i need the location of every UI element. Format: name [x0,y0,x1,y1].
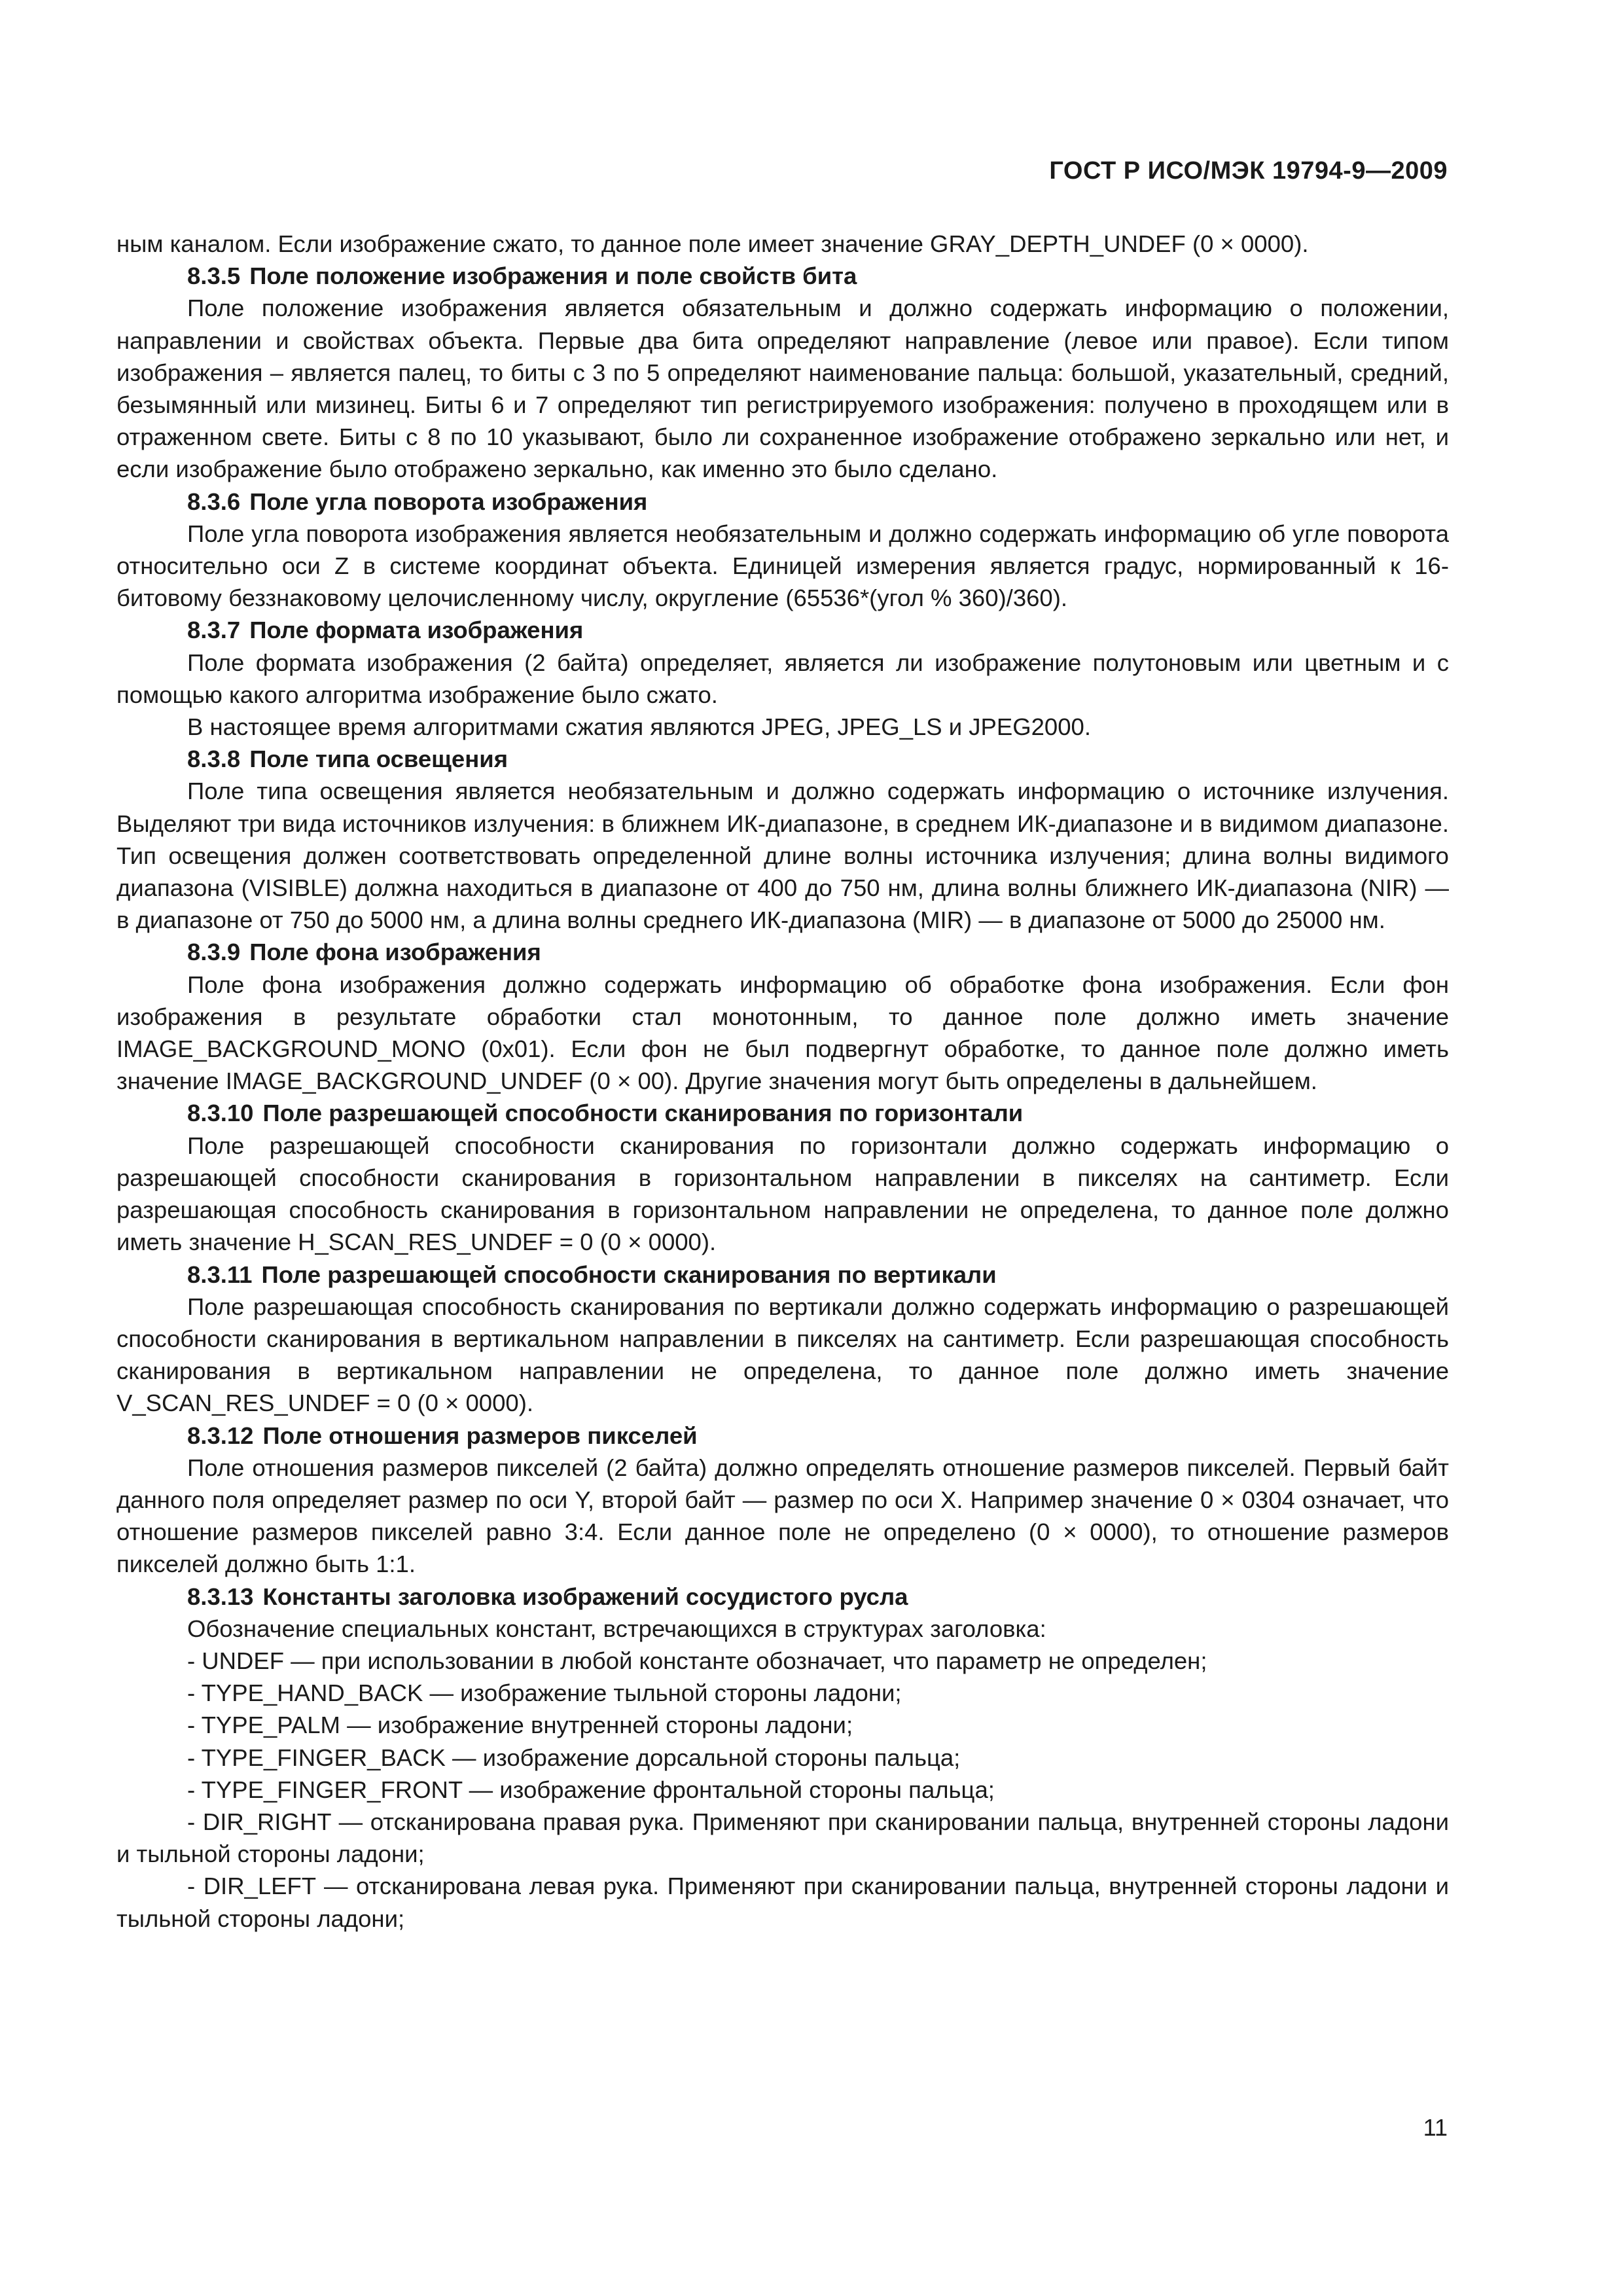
section-title: Константы заголовка изображений сосудистого русла [262,1583,908,1610]
paragraph-8-3-6: Поле угла поворота изображения является необязательным и должно содержать информацию об угле поворота относительно оси Z в системе координат объекта. Единицей измерения является градус, нормированный к 16-битовому беззнаковому целочисленному числу, округление (65536*(угол % 360)/360). [116,520,1449,612]
section-heading-8-3-13 [116,1581,1449,1613]
section-number: 8.3.12 [187,1422,254,1449]
section-number: 8.3.9 [187,939,241,966]
section-number: 8.3.5 [187,262,241,290]
list-item: - TYPE_PALM — изображение внутренней стороны ладони; [187,1712,853,1739]
section-number: 8.3.11 [187,1261,253,1288]
list-item: - TYPE_FINGER_BACK — изображение дорсальной стороны пальца; [187,1744,961,1771]
section-title: Поле типа освещения [249,745,508,773]
section-title: Поле отношения размеров пикселей [262,1422,698,1449]
list-item: - TYPE_FINGER_FRONT — изображение фронтальной стороны пальца; [187,1776,995,1803]
section-number: 8.3.10 [187,1100,254,1127]
section-heading-8-3-12 [116,1420,1449,1452]
section-heading-8-3-8 [116,743,1449,775]
section-heading-8-3-5 [116,260,1449,292]
section-title: Поле разрешающей способности сканирования по вертикали [261,1261,997,1288]
section-number: 8.3.6 [187,488,241,515]
section-heading-8-3-7 [116,614,1449,646]
document-body [116,228,1449,1935]
list-item: - TYPE_HAND_BACK — изображение тыльной стороны ладони; [187,1679,902,1707]
document-id-header: ГОСТ Р ИСО/МЭК 19794-9—2009 [1049,157,1448,185]
paragraph-8-3-8: Поле типа освещения является необязательным и должно содержать информацию о источнике излучения. Выделяют три вида источников излучения: в ближнем ИК-диапазоне, в среднем ИК-диапазоне и в видимом диапазоне. Тип освещения должен соответствовать определенной длине волны источника излучения; длина волны видимого диапазона (VISIBLE) должна находиться в диапазоне от 400 до 750 нм, длина волны ближнего ИК-диапазона (NIR) — в диапазоне от 750 до 5000 нм, а длина волны среднего ИК-диапазона (MIR) — в диапазоне от 5000 до 25000 нм. [116,778,1449,934]
list-item: - DIR_RIGHT — отсканирована правая рука. Применяют при сканировании пальца, внутренней стороны ладони и тыльной стороны ладони; [116,1808,1449,1868]
section-title: Поле разрешающей способности сканирования по горизонтали [262,1100,1024,1127]
section-title: Поле фона изображения [249,939,541,966]
paragraph-8-3-11: Поле разрешающая способность сканирования по вертикали должно содержать информацию о разрешающей способности сканирования в вертикальном направлении в пикселях на сантиметр. Если разрешающая способность сканирования в вертикальном направлении не определена, то данное поле должно иметь значение V_SCAN_RES_UNDEF = 0 (0 × 0000). [116,1293,1449,1417]
paragraph-8-3-13: Обозначение специальных констант, встречающихся в структурах заголовка: [187,1615,1046,1642]
paragraph-8-3-5: Поле положение изображения является обязательным и должно содержать информацию о положении, направлении и свойствах объекта. Первые два бита определяют направление (левое или правое). Если типом изображения – является палец, то биты с 3 по 5 определяют наименование пальца: большой, указательный, средний, безымянный или мизинец. Биты 6 и 7 определяют тип регистрируемого изображения: получено в проходящем или в отраженном свете. Биты с 8 по 10 указывают, было ли сохраненное изображение отображено зеркально или нет, и если изображение было отображено зеркально, как именно это было сделано. [116,295,1449,483]
paragraph-8-3-7a: Поле формата изображения (2 байта) определяет, является ли изображение полутоновым или цветным и с помощью какого алгоритма изображение было сжато. [116,649,1449,708]
list-item: - DIR_LEFT — отсканирована левая рука. Применяют при сканировании пальца, внутренней стороны ладони и тыльной стороны ладони; [116,1873,1449,1932]
paragraph-continuation: ным каналом. Если изображение сжато, то данное поле имеет значение GRAY_DEPTH_UNDEF (0 × 0000). [116,230,1309,257]
section-number: 8.3.7 [187,617,241,644]
paragraph-8-3-7b: В настоящее время алгоритмами сжатия являются JPEG, JPEG_LS и JPEG2000. [187,713,1091,741]
list-item: - UNDEF — при использовании в любой константе обозначает, что параметр не определен; [187,1647,1207,1674]
paragraph-8-3-12: Поле отношения размеров пикселей (2 байта) должно определять отношение размеров пикселей. Первый байт данного поля определяет размер по оси Y, второй байт — размер по оси X. Например значение 0 × 0304 означает, что отношение размеров пикселей равно 3:4. Если данное поле не определено (0 × 0000), то отношение размеров пикселей должно быть 1:1. [116,1454,1449,1578]
section-title: Поле положение изображения и поле свойств бита [249,262,857,290]
section-title: Поле угла поворота изображения [249,488,648,515]
section-heading-8-3-6 [116,486,1449,518]
section-heading-8-3-10 [116,1097,1449,1129]
section-number: 8.3.8 [187,745,241,773]
page-number: 11 [1423,2114,1448,2141]
section-title: Поле формата изображения [249,617,584,644]
section-number: 8.3.13 [187,1583,254,1610]
section-heading-8-3-9 [116,936,1449,968]
paragraph-8-3-10: Поле разрешающей способности сканирования по горизонтали должно содержать информацию о разрешающей способности сканирования в горизонтальном направлении в пикселях на сантиметр. Если разрешающая способность сканирования в горизонтальном направлении не определена, то данное поле должно иметь значение H_SCAN_RES_UNDEF = 0 (0 × 0000). [116,1132,1449,1256]
section-heading-8-3-11 [116,1259,1449,1291]
paragraph-8-3-9: Поле фона изображения должно содержать информацию об обработке фона изображения. Если фон изображения в результате обработки стал монотонным, то данное поле должно иметь значение IMAGE_BACKGROUND_MONO (0x01). Если фон не был подвергнут обработке, то данное поле должно иметь значение IMAGE_BACKGROUND_UNDEF (0 × 00). Другие значения могут быть определены в дальнейшем. [116,971,1449,1095]
